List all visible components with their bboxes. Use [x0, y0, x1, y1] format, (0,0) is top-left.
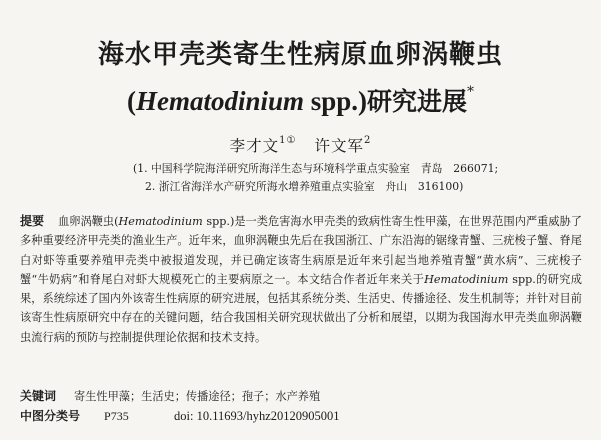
affiliation-1: (1. 中国科学院海洋研究所海洋生态与环境科学重点实验室 青岛 266071;	[133, 162, 499, 175]
doi: doi: 10.11693/hyhz20120905001	[174, 409, 340, 423]
abstract-genus: Hematodinium	[118, 215, 203, 228]
abstract-text-3: spp.的研究成果，系统综述了国内外该寄生性病原的研究进展，包括其系统分类、生活史、传播途径、发生机制等；并针对目前该寄生性病原研究中存在的关键问题，结合我国相关研究现状做出了分析和展望，以期为我国海水甲壳类血卵涡鞭虫流行病的预防与控制提供理论依据和技术支持。	[20, 272, 582, 344]
article-title-line1: 海水甲壳类寄生性病原血卵涡鞭虫	[97, 40, 503, 70]
keywords	[20, 387, 320, 404]
title-paren-open: (	[126, 86, 136, 116]
classification-code: P735	[104, 409, 129, 423]
classification-label: 中图分类号	[20, 409, 81, 423]
title-suffix: 研究进展	[367, 87, 468, 116]
keywords-label: 关键词	[20, 389, 57, 403]
classification-line	[20, 407, 340, 424]
title-genus-italic: Hematodinium	[135, 86, 304, 116]
title-genus	[136, 86, 304, 116]
author-name: 许文军	[314, 137, 364, 155]
affiliation-2: 2. 浙江省海洋水产研究所海水增养殖重点实验室 舟山 316100)	[145, 180, 464, 193]
author-line	[0, 134, 601, 156]
abstract-label: 提要	[20, 214, 45, 228]
author-name: 李才文	[229, 137, 280, 155]
author-affiliation-mark: 1①	[279, 135, 297, 146]
abstract-text-2: spp.)是一类危害海水甲壳类的致病性寄生性甲藻，在世界范围内严重威胁了多种重要经济甲壳类的渔业生产。近年来，血卵涡鞭虫先后在我国浙江、广东沿海的锯缘青蟹、三疣梭子蟹、脊尾白对虾等重要养殖甲壳类中被报道发现，并已确定该寄生病原是近年来引起当地养殖青蟹“黄水病”、三疣梭子蟹“牛奶病”和脊尾白对虾大规模死亡的主要病原之一。本文结合作者近年来关于	[20, 215, 582, 286]
abstract-genus-2: Hematodinium	[424, 272, 509, 286]
title-footnote-star: *	[467, 84, 475, 100]
abstract-text-1: 血卵涡鞭虫(	[58, 215, 119, 228]
title-spp: spp.)	[303, 86, 368, 116]
author-affiliation-mark: 2	[363, 135, 372, 146]
abstract	[20, 212, 582, 347]
article-title-line2	[0, 82, 601, 118]
keywords-text: 寄生性甲藻；生活史；传播途径；孢子；水产养殖	[74, 390, 321, 403]
